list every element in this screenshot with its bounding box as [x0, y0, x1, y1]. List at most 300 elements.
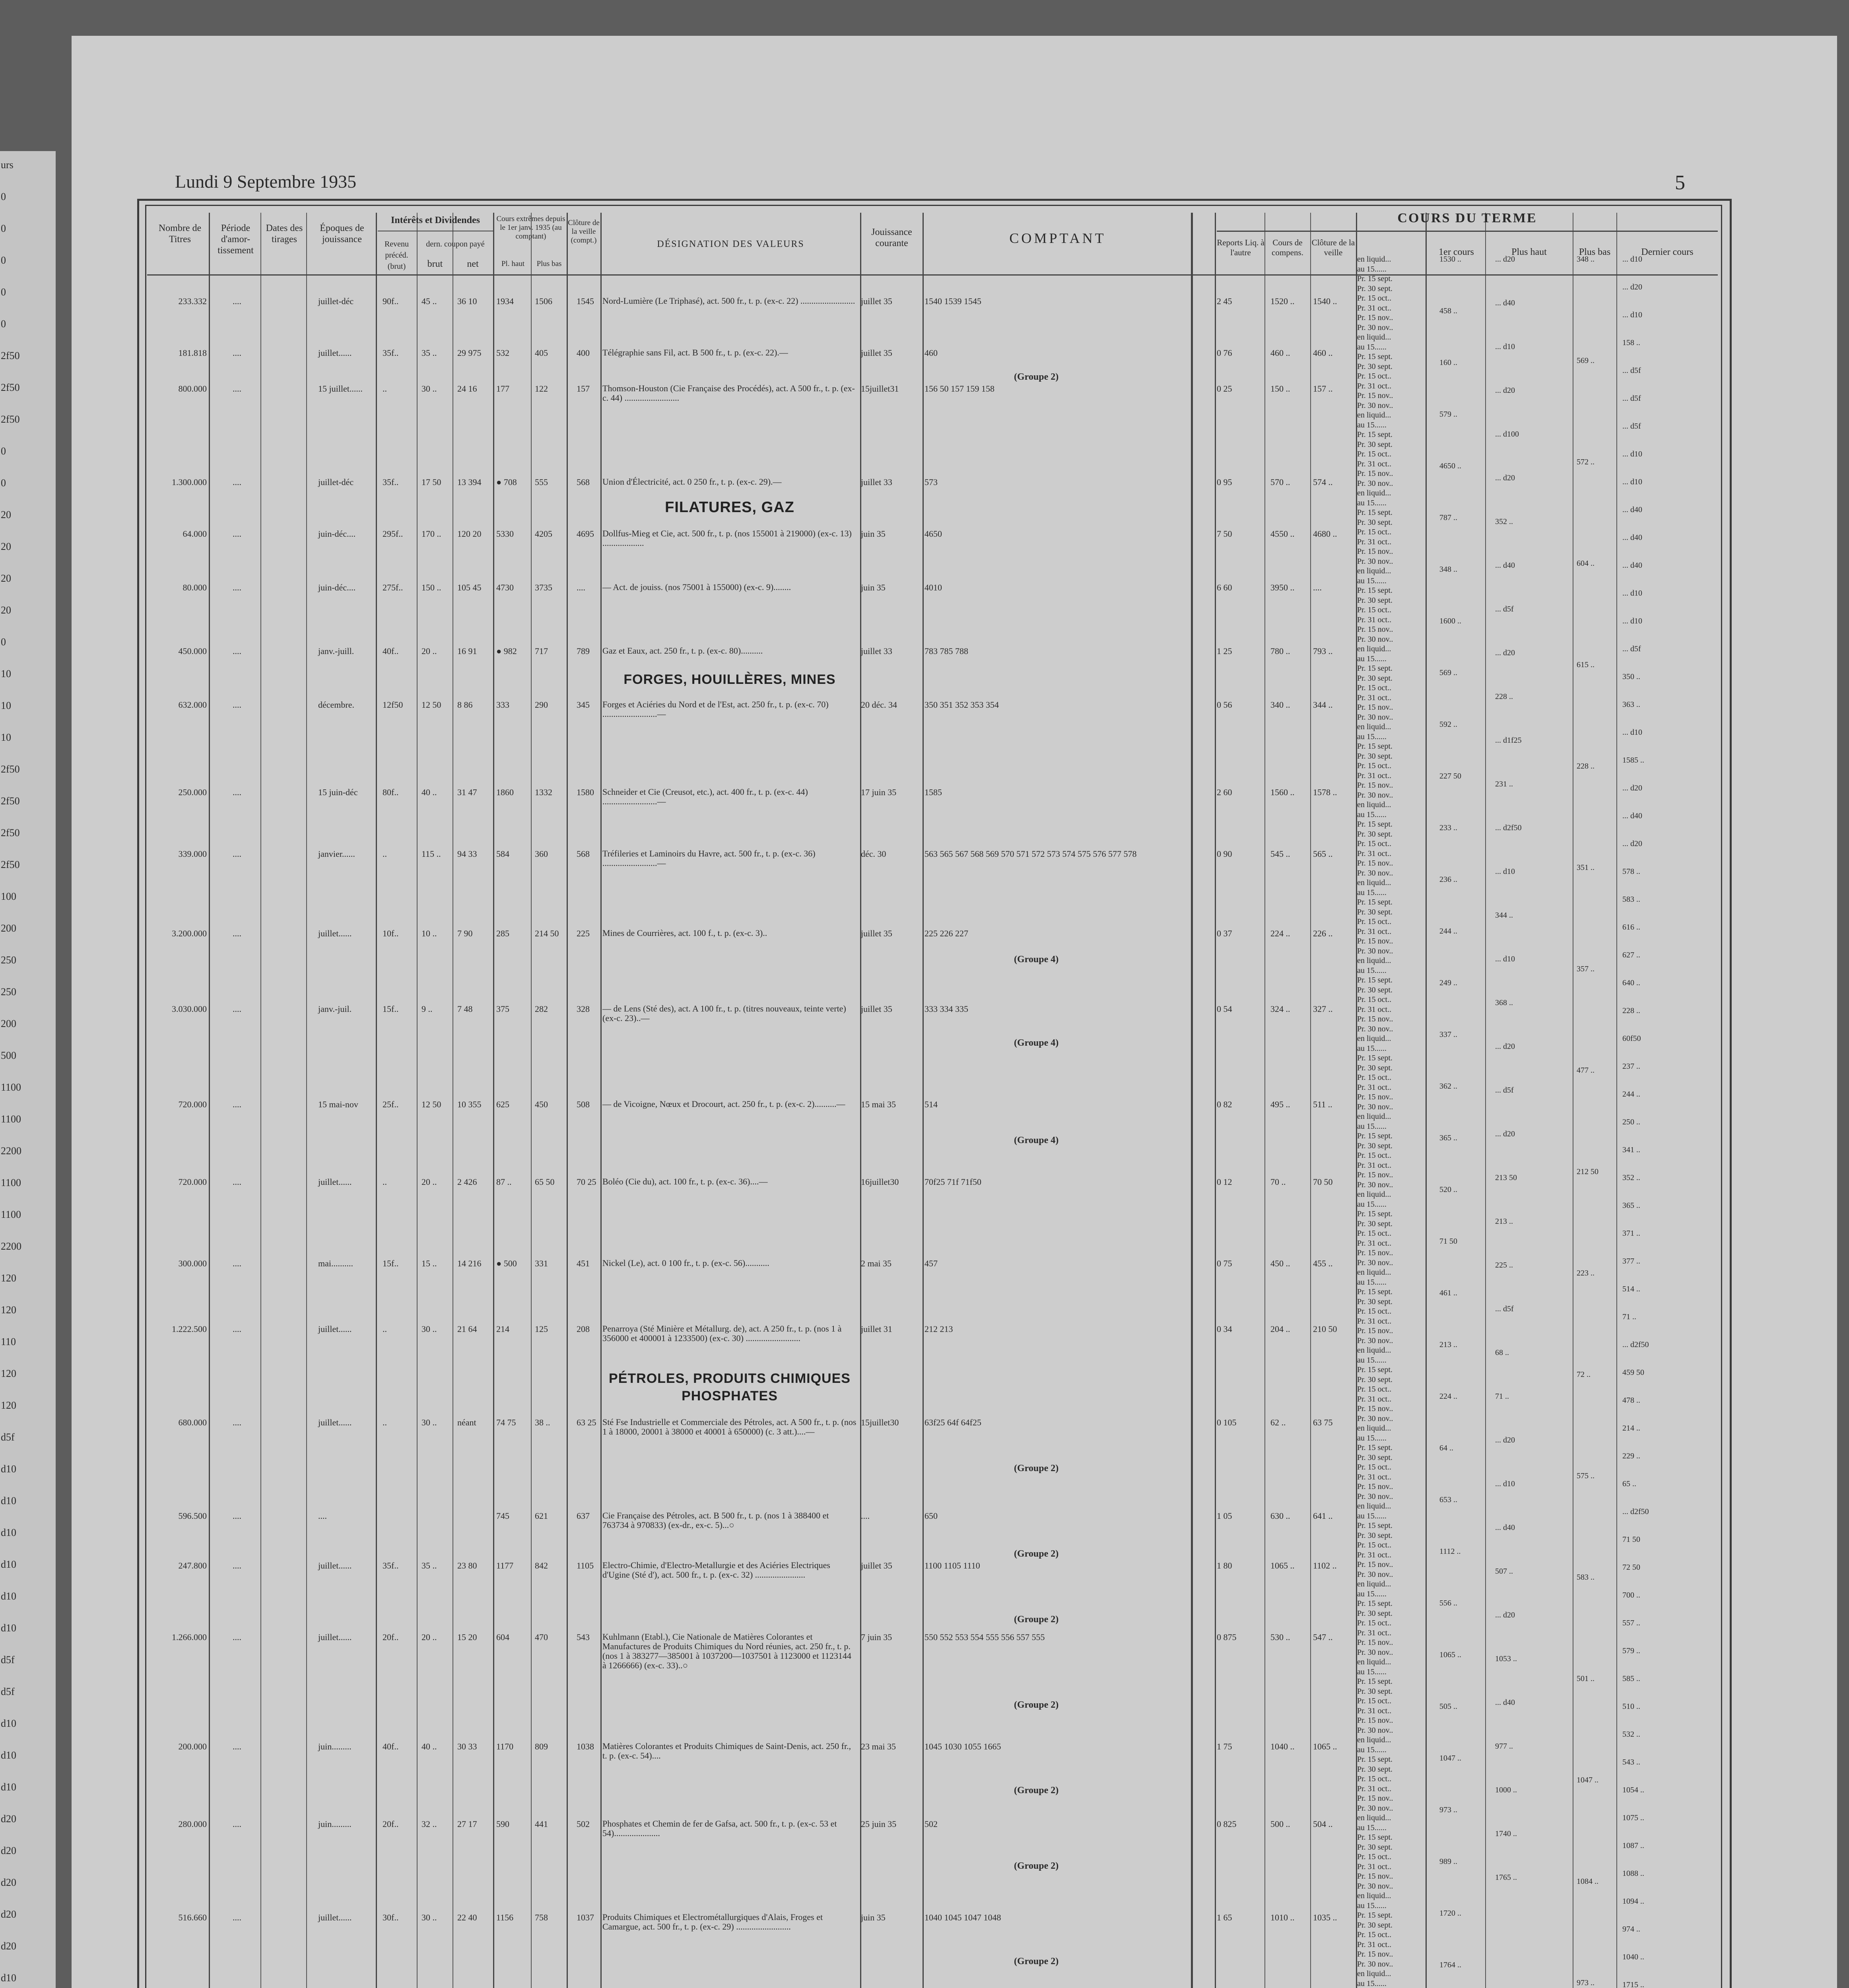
term-cell: ... d40: [1495, 299, 1515, 307]
jouissance-courante: 17 juin 35: [861, 787, 897, 797]
col-comptant: COMPTANT: [1009, 230, 1106, 246]
epoque-jouissance: juin.........: [318, 1741, 352, 1751]
nombre-titres: 233.332: [178, 296, 207, 306]
margin-value: 2f50: [1, 795, 20, 807]
term-label: Pr. 15 sept.: [1357, 586, 1393, 595]
term-cell: 572 ..: [1577, 458, 1595, 466]
term-cell: ... d5f: [1495, 1086, 1514, 1095]
col-dern-coupon: dern. coupon payé: [426, 240, 485, 248]
margin-value: 0: [1, 318, 6, 330]
cours-plus-bas: 441: [535, 1819, 548, 1829]
cours-plus-haut: 1170: [496, 1741, 514, 1751]
term-cell: 244 ..: [1439, 927, 1457, 936]
revenu-precedent: 15f..: [383, 1004, 399, 1014]
term-label: Pr. 31 oct..: [1357, 1394, 1392, 1404]
term-label: Pr. 31 oct..: [1357, 1862, 1392, 1871]
cloture-terme: 1035 ..: [1313, 1912, 1337, 1922]
revenu-precedent: 35f..: [383, 1561, 399, 1571]
designation-valeur: — de Vicoigne, Nœux et Drocourt, act. 250 fr., t. p. (ex-c. 2)..........—: [602, 1099, 845, 1109]
term-label: Pr. 30 nov..: [1357, 1024, 1393, 1033]
term-label: Pr. 15 nov..: [1357, 391, 1393, 400]
cours-plus-bas: 214 50: [535, 928, 559, 938]
term-cell: 250 ..: [1622, 1118, 1640, 1126]
term-cell: 249 ..: [1439, 978, 1457, 987]
cours-plus-bas: 555: [535, 477, 548, 487]
term-cell: 237 ..: [1622, 1062, 1640, 1071]
term-label: Pr. 30 nov..: [1357, 479, 1393, 488]
term-cell: 365 ..: [1622, 1201, 1640, 1210]
epoque-jouissance: juin.........: [318, 1819, 352, 1829]
margin-value: d10: [1, 1527, 16, 1538]
cours-compensation: 500 ..: [1270, 1819, 1290, 1829]
term-cell: ... d1f25: [1495, 736, 1522, 745]
designation-valeur: — Act. de jouiss. (nos 75001 à 155000) (ex-c. 9)........: [602, 582, 791, 592]
cours-plus-haut: 584: [496, 849, 509, 859]
cours-compensation: 4550 ..: [1270, 529, 1295, 539]
term-label: en liquid...: [1357, 1736, 1391, 1744]
term-label: Pr. 15 oct..: [1357, 1619, 1392, 1627]
cours-compensation: 204 ..: [1270, 1324, 1290, 1334]
term-label: Pr. 15 sept.: [1357, 1443, 1393, 1452]
dividende-net: 13 394: [457, 477, 482, 487]
cours-comptant: 1540 1539 1545: [924, 296, 981, 306]
report-liquidation: 1 05: [1217, 1511, 1232, 1521]
cloture-terme: 210 50: [1313, 1324, 1337, 1334]
term-cell: 72 50: [1622, 1563, 1640, 1572]
term-cell: 787 ..: [1439, 513, 1457, 522]
term-label: Pr. 30 sept.: [1357, 1765, 1393, 1774]
section-forges: FORGES, HOUILLÈRES, MINES: [623, 672, 836, 687]
term-label: Pr. 30 sept.: [1357, 674, 1393, 683]
report-liquidation: 7 50: [1217, 529, 1232, 539]
dividende-brut: 40 ..: [421, 1741, 437, 1751]
jouissance-courante: 15juillet30: [861, 1417, 899, 1427]
dividende-brut: 40 ..: [421, 787, 437, 797]
dividende-net: néant: [457, 1417, 476, 1427]
cloture-terme: 157 ..: [1313, 384, 1333, 394]
groupe-label: (Groupe 4): [1014, 1135, 1059, 1145]
term-label: Pr. 15 sept.: [1357, 820, 1393, 829]
periode-amortissement: ....: [233, 1177, 241, 1187]
col-cours-du-terme: COURS DU TERME: [1397, 211, 1537, 225]
term-label: en liquid...: [1357, 1346, 1391, 1355]
designation-valeur: Nickel (Le), act. 0 100 fr., t. p. (ex-c. 56)...........: [602, 1258, 769, 1268]
term-label: Pr. 31 oct..: [1357, 537, 1392, 546]
term-cell: 1087 ..: [1622, 1841, 1644, 1850]
term-label: Pr. 31 oct..: [1357, 1940, 1392, 1949]
col-plus-haut: Pl. haut: [501, 260, 525, 268]
dividende-brut: 170 ..: [421, 529, 441, 539]
term-label: Pr. 30 sept.: [1357, 1063, 1393, 1072]
report-liquidation: 0 90: [1217, 849, 1232, 859]
term-label: en liquid...: [1357, 1268, 1391, 1277]
term-label: Pr. 15 oct..: [1357, 683, 1392, 692]
term-cell: 371 ..: [1622, 1229, 1640, 1238]
epoque-jouissance: juillet-déc: [318, 477, 354, 487]
term-label: au 15......: [1357, 1745, 1387, 1754]
col-plus-haut-terme: Plus haut: [1511, 247, 1547, 257]
term-label: en liquid...: [1357, 1112, 1391, 1121]
term-label: Pr. 31 oct..: [1357, 771, 1392, 780]
term-cell: ... d40: [1622, 812, 1642, 820]
epoque-jouissance: juillet......: [318, 1324, 352, 1334]
cloture-veille-compt: 157: [577, 384, 590, 394]
term-cell: ... d10: [1622, 728, 1642, 737]
term-label: Pr. 30 nov..: [1357, 1258, 1393, 1267]
cours-plus-bas: 717: [535, 646, 548, 656]
col-divider: [600, 213, 602, 1988]
margin-value: 0: [1, 254, 6, 266]
term-label: Pr. 15 nov..: [1357, 1482, 1393, 1491]
margin-value: 0: [1, 223, 6, 234]
cours-comptant: 1585: [924, 787, 942, 797]
term-cell: 72 ..: [1577, 1370, 1591, 1379]
cours-comptant: 457: [924, 1258, 938, 1268]
term-cell: 458 ..: [1439, 307, 1457, 315]
jouissance-courante: juillet 33: [861, 646, 892, 656]
col-cloture: Clôture de la veille: [1311, 238, 1355, 257]
epoque-jouissance: juillet......: [318, 1912, 352, 1922]
cours-plus-haut: 214: [496, 1324, 509, 1334]
col-divider: [567, 213, 568, 1988]
cours-compensation: 1560 ..: [1270, 787, 1295, 797]
term-label: Pr. 30 sept.: [1357, 985, 1393, 994]
term-cell: 368 ..: [1495, 998, 1513, 1007]
margin-value: 2200: [1, 1241, 21, 1252]
periode-amortissement: ....: [233, 1819, 241, 1829]
term-label: Pr. 15 oct..: [1357, 450, 1392, 458]
term-label: Pr. 31 oct..: [1357, 1083, 1392, 1092]
designation-valeur: Union d'Électricité, act. 0 250 fr., t. p. (ex-c. 29).—: [602, 477, 782, 487]
report-liquidation: 1 25: [1217, 646, 1232, 656]
term-label: Pr. 15 nov..: [1357, 1248, 1393, 1257]
margin-value: 200: [1, 922, 16, 934]
term-label: en liquid...: [1357, 800, 1391, 809]
term-cell: 65 ..: [1622, 1479, 1636, 1488]
terme-rule: [1217, 231, 1718, 232]
periode-amortissement: ....: [233, 1511, 241, 1521]
cloture-terme: 344 ..: [1313, 700, 1333, 710]
term-label: en liquid...: [1357, 1658, 1391, 1666]
margin-value: 500: [1, 1050, 16, 1061]
cours-plus-bas: 282: [535, 1004, 548, 1014]
term-label: Pr. 30 sept.: [1357, 1687, 1393, 1696]
term-label: Pr. 15 sept.: [1357, 508, 1393, 517]
cours-comptant: 550 552 553 554 555 556 557 555: [924, 1632, 1045, 1642]
nombre-titres: 181.818: [178, 348, 207, 358]
term-label: Pr. 15 nov..: [1357, 859, 1393, 868]
cours-plus-bas: 758: [535, 1912, 548, 1922]
cours-plus-bas: 405: [535, 348, 548, 358]
cloture-terme: 1102 ..: [1313, 1561, 1337, 1571]
term-label: Pr. 30 nov..: [1357, 1180, 1393, 1189]
report-liquidation: 0 75: [1217, 1258, 1232, 1268]
dividende-brut: 12 50: [421, 700, 441, 710]
term-label: en liquid...: [1357, 1502, 1391, 1510]
term-cell: 1065 ..: [1439, 1650, 1461, 1659]
term-label: Pr. 15 nov..: [1357, 1950, 1393, 1959]
term-label: Pr. 15 oct..: [1357, 1463, 1392, 1472]
jouissance-courante: juillet 35: [861, 296, 892, 306]
term-label: Pr. 31 oct..: [1357, 1005, 1392, 1014]
report-liquidation: 0 76: [1217, 348, 1232, 358]
term-cell: ... d20: [1495, 1130, 1515, 1138]
term-cell: 228 ..: [1577, 762, 1595, 771]
cours-plus-haut: 604: [496, 1632, 509, 1642]
term-cell: 71 ..: [1622, 1312, 1636, 1321]
term-label: Pr. 15 sept.: [1357, 742, 1393, 751]
term-cell: 4650 ..: [1439, 462, 1461, 470]
dividende-brut: 20 ..: [421, 646, 437, 656]
dividende-brut: 35 ..: [421, 348, 437, 358]
cours-compensation: 1520 ..: [1270, 296, 1295, 306]
dividende-brut: 20 ..: [421, 1632, 437, 1642]
cours-compensation: 545 ..: [1270, 849, 1290, 859]
term-label: Pr. 15 oct..: [1357, 1774, 1392, 1783]
margin-value: 120: [1, 1400, 16, 1411]
term-cell: 60f50: [1622, 1034, 1641, 1043]
term-label: au 15......: [1357, 1277, 1387, 1287]
term-cell: 1112 ..: [1439, 1547, 1461, 1556]
term-label: Pr. 30 nov..: [1357, 1570, 1393, 1579]
term-cell: 1040 ..: [1622, 1953, 1644, 1961]
term-label: Pr. 15 nov..: [1357, 1171, 1393, 1179]
col-divider: [1616, 213, 1617, 1988]
term-label: Pr. 15 nov..: [1357, 1872, 1393, 1881]
revenu-precedent: 25f..: [383, 1099, 399, 1109]
cloture-veille-compt: 1037: [577, 1912, 594, 1922]
term-cell: 160 ..: [1439, 358, 1457, 367]
revenu-precedent: ..: [383, 1417, 387, 1427]
cours-compensation: 570 ..: [1270, 477, 1290, 487]
cours-plus-bas: 4205: [535, 529, 552, 539]
term-label: Pr. 15 sept.: [1357, 1599, 1393, 1608]
cours-comptant: 212 213: [924, 1324, 953, 1334]
nombre-titres: 200.000: [178, 1741, 207, 1751]
cours-plus-haut: 74 75: [496, 1417, 516, 1427]
term-label: au 15......: [1357, 654, 1387, 663]
report-liquidation: 1 75: [1217, 1741, 1232, 1751]
jouissance-courante: juin 35: [861, 582, 886, 592]
dividende-net: 94 33: [457, 849, 477, 859]
cours-plus-haut: 1860: [496, 787, 514, 797]
margin-value: 2f50: [1, 414, 20, 425]
nombre-titres: 247.800: [178, 1561, 207, 1571]
designation-valeur: Dollfus-Mieg et Cie, act. 500 fr., t. p. (nos 155001 à 219000) (ex-c. 13) ...................: [602, 528, 852, 548]
cloture-veille-compt: 4695: [577, 529, 594, 539]
nombre-titres: 280.000: [178, 1819, 207, 1829]
term-label: Pr. 30 sept.: [1357, 518, 1393, 527]
term-cell: ... d2f50: [1622, 1340, 1649, 1349]
cours-plus-bas: 621: [535, 1511, 548, 1521]
term-cell: 973 ..: [1439, 1806, 1457, 1814]
designation-valeur: Gaz et Eaux, act. 250 fr., t. p. (ex-c. 80)..........: [602, 646, 763, 656]
designation-valeur: — de Lens (Sté des), act. A 100 fr., t. p. (titres nouveaux, teinte verte) (ex-c. 23)..—: [602, 1004, 846, 1023]
term-cell: 543 ..: [1622, 1758, 1640, 1767]
term-cell: 71 50: [1622, 1535, 1640, 1544]
cours-comptant: 460: [924, 348, 938, 358]
dividende-net: 7 48: [457, 1004, 473, 1014]
term-cell: ... d20: [1495, 1436, 1515, 1444]
term-label: au 15......: [1357, 1901, 1387, 1910]
col-cloture-veille: Clôture de la veille (compt.): [568, 219, 600, 245]
margin-value: 0: [1, 445, 6, 457]
term-cell: ... d20: [1495, 648, 1515, 657]
nombre-titres: 680.000: [178, 1417, 207, 1427]
designation-valeur: Produits Chimiques et Electrométallurgiques d'Alais, Froges et Camargue, act. 500 fr., t. p. (ex-c. 29) .........................: [602, 1912, 823, 1932]
cours-plus-bas: 842: [535, 1561, 548, 1571]
term-cell: 459 50: [1622, 1368, 1644, 1377]
revenu-precedent: 20f..: [383, 1819, 399, 1829]
dividende-brut: 12 50: [421, 1099, 441, 1109]
cloture-terme: 70 50: [1313, 1177, 1333, 1187]
jouissance-courante: juillet 35: [861, 348, 892, 358]
term-cell: 1075 ..: [1622, 1813, 1644, 1822]
term-cell: ... d5f: [1622, 422, 1641, 431]
term-cell: 224 ..: [1439, 1392, 1457, 1401]
term-label: Pr. 15 nov..: [1357, 1638, 1393, 1647]
cloture-veille-compt: 502: [577, 1819, 590, 1829]
epoque-jouissance: mai..........: [318, 1258, 353, 1268]
term-label: Pr. 30 nov..: [1357, 1414, 1393, 1423]
dividende-net: 10 355: [457, 1099, 482, 1109]
dividende-net: 16 91: [457, 646, 477, 656]
cloture-terme: 641 ..: [1313, 1511, 1333, 1521]
term-cell: 507 ..: [1495, 1567, 1513, 1576]
nombre-titres: 720.000: [178, 1099, 207, 1109]
col-revenu: Revenu précéd. (brut): [384, 240, 409, 271]
cloture-veille-compt: 451: [577, 1258, 590, 1268]
term-label: Pr. 31 oct..: [1357, 693, 1392, 702]
cours-compensation: 62 ..: [1270, 1417, 1286, 1427]
groupe-label: (Groupe 2): [1014, 1700, 1059, 1710]
margin-value: 120: [1, 1368, 16, 1379]
jouissance-courante: 25 juin 35: [861, 1819, 897, 1829]
margin-value: d5f: [1, 1431, 15, 1443]
revenu-precedent: 275f..: [383, 582, 403, 592]
margin-value: 10: [1, 732, 11, 743]
margin-value: 250: [1, 986, 16, 998]
dividende-brut: 32 ..: [421, 1819, 437, 1829]
term-cell: 575 ..: [1577, 1472, 1595, 1480]
term-cell: 557 ..: [1622, 1619, 1640, 1627]
term-label: Pr. 15 sept.: [1357, 898, 1393, 907]
col-net: net: [467, 259, 479, 269]
epoque-jouissance: janvier......: [318, 849, 355, 859]
epoque-jouissance: juin-déc....: [318, 529, 356, 539]
report-liquidation: 6 60: [1217, 582, 1232, 592]
nombre-titres: 516.660: [178, 1912, 207, 1922]
col-divider: [417, 213, 418, 1988]
cours-plus-haut: 4730: [496, 582, 514, 592]
margin-value: 2f50: [1, 763, 20, 775]
jouissance-courante: juillet 35: [861, 928, 892, 938]
cours-compensation: 780 ..: [1270, 646, 1290, 656]
report-liquidation: 0 56: [1217, 700, 1232, 710]
cours-compensation: 150 ..: [1270, 384, 1290, 394]
term-label: Pr. 30 nov..: [1357, 557, 1393, 566]
term-label: en liquid...: [1357, 1424, 1391, 1433]
term-cell: ... d100: [1495, 430, 1519, 439]
cours-plus-bas: 290: [535, 700, 548, 710]
margin-value: 250: [1, 954, 16, 966]
cloture-terme: 565 ..: [1313, 849, 1333, 859]
periode-amortissement: ....: [233, 1561, 241, 1571]
periode-amortissement: ....: [233, 849, 241, 859]
term-label: Pr. 15 sept.: [1357, 1911, 1393, 1920]
dividende-net: 30 33: [457, 1741, 477, 1751]
cloture-veille-compt: 70 25: [577, 1177, 596, 1187]
term-cell: 583 ..: [1577, 1573, 1595, 1582]
cours-plus-haut: 333: [496, 700, 509, 710]
cours-comptant: 4010: [924, 582, 942, 592]
cloture-veille-compt: 208: [577, 1324, 590, 1334]
term-cell: ... d5f: [1495, 1305, 1514, 1313]
periode-amortissement: ....: [233, 296, 241, 306]
dividende-brut: 30 ..: [421, 384, 437, 394]
term-label: Pr. 31 oct..: [1357, 1239, 1392, 1248]
col-epoques: Époques de jouissance: [320, 223, 364, 245]
term-cell: 71 ..: [1495, 1392, 1509, 1401]
term-label: Pr. 15 nov..: [1357, 703, 1393, 712]
term-label: au 15......: [1357, 1122, 1387, 1131]
report-liquidation: 0 82: [1217, 1099, 1232, 1109]
term-label: Pr. 30 sept.: [1357, 596, 1393, 605]
term-plusbas-column: [1577, 254, 1598, 1988]
term-cell: ... d5f: [1622, 394, 1641, 403]
cours-comptant: 156 50 157 159 158: [924, 384, 994, 394]
term-label: Pr. 30 nov..: [1357, 1492, 1393, 1501]
term-cell: 1585 ..: [1622, 756, 1644, 765]
term-label: en liquid...: [1357, 1813, 1391, 1822]
term-label: Pr. 31 oct..: [1357, 303, 1392, 313]
cours-plus-haut: 5330: [496, 529, 514, 539]
term-label: Pr. 15 nov..: [1357, 1326, 1393, 1335]
term-label: en liquid...: [1357, 1580, 1391, 1588]
margin-value: 0: [1, 477, 6, 489]
term-cell: 579 ..: [1622, 1646, 1640, 1655]
dividende-brut: 30 ..: [421, 1912, 437, 1922]
dividende-net: 120 20: [457, 529, 482, 539]
report-liquidation: 0 105: [1217, 1417, 1237, 1427]
term-cell: 236 ..: [1439, 875, 1457, 884]
margin-value: 110: [1, 1336, 16, 1347]
designation-valeur: Penarroya (Sté Minière et Métallurg. de), act. A 250 fr., t. p. (nos 1 à 356000 et 400001 à 1233500) (ex-c. 30) .........................: [602, 1324, 842, 1343]
term-label: Pr. 30 sept.: [1357, 362, 1393, 371]
groupe-label: (Groupe 2): [1014, 372, 1059, 382]
periode-amortissement: ....: [233, 787, 241, 797]
term-label: Pr. 31 oct..: [1357, 1161, 1392, 1170]
term-cell: 213 50: [1495, 1173, 1517, 1182]
cloture-terme: 511 ..: [1313, 1099, 1332, 1109]
margin-value: 120: [1, 1272, 16, 1284]
epoque-jouissance: juillet......: [318, 928, 352, 938]
margin-value: 2f50: [1, 350, 20, 361]
term-label: au 15......: [1357, 1044, 1387, 1053]
jouissance-courante: ....: [861, 1511, 870, 1521]
dividende-net: 23 80: [457, 1561, 477, 1571]
report-liquidation: 0 54: [1217, 1004, 1232, 1014]
margin-value: 1100: [1, 1113, 21, 1125]
designation-valeur: Kuhlmann (Etabl.), Cie Nationale de Matières Colorantes et Manufactures de Produits Chimiques du Nord réunies, act. 250 fr., t. p. (nos 1 à 383277—385001 à 1037200—1037501 à 1123000 et 1123144 à 1266666) (ex-c. 33)..○: [602, 1632, 851, 1670]
groupe-label: (Groupe 4): [1014, 1038, 1059, 1048]
term-label: au 15......: [1357, 1433, 1387, 1442]
designation-valeur: Cie Française des Pétroles, act. B 500 fr., t. p. (nos 1 à 388400 et 763734 à 970833) (ex-dr., ex-c. 5)...○: [602, 1510, 829, 1530]
margin-value: d5f: [1, 1654, 15, 1666]
col-interets: Intérêts et Dividendes: [391, 215, 480, 225]
periode-amortissement: ....: [233, 928, 241, 938]
col-divider: [1426, 213, 1427, 1988]
